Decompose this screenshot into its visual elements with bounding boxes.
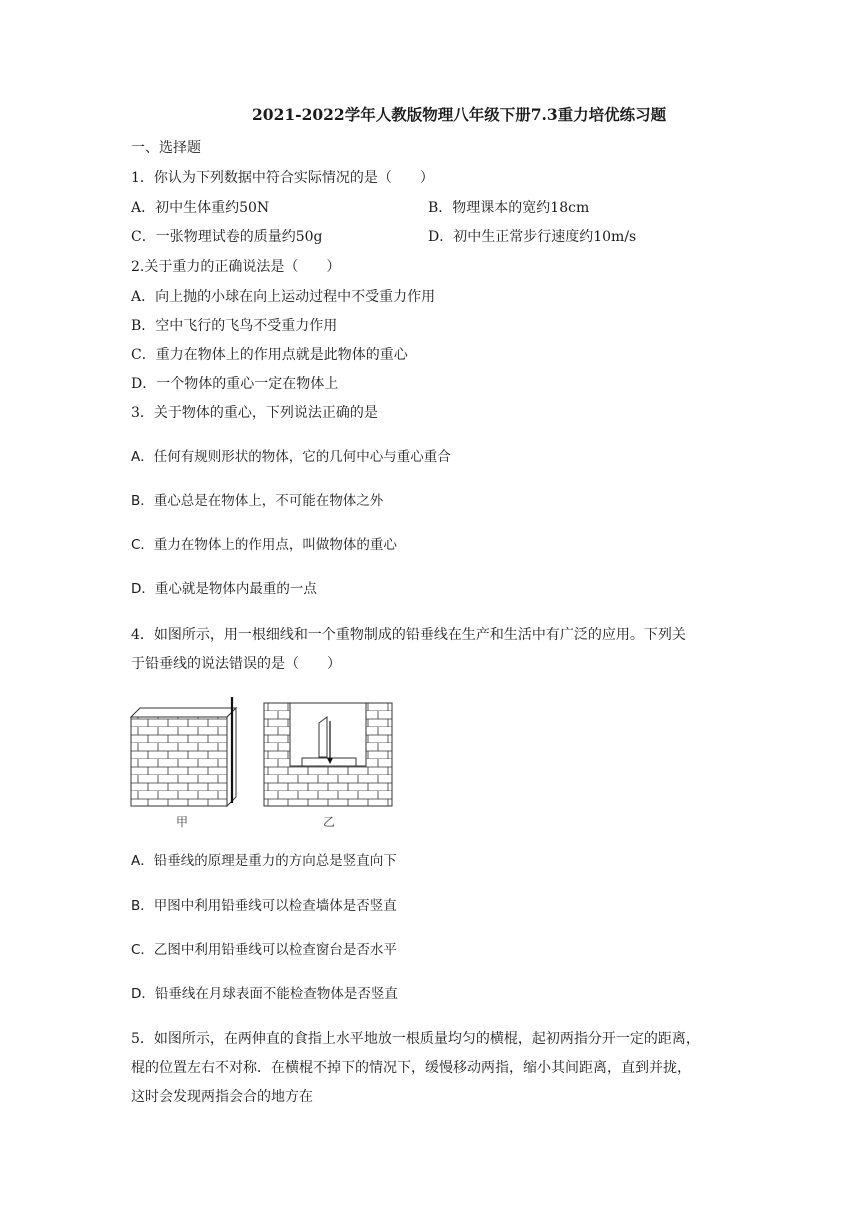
question-2-option-c: C．重力在物体上的作用点就是此物体的重心 (131, 347, 408, 363)
question-2-option-d: D．一个物体的重心一定在物体上 (131, 376, 339, 392)
section-heading: 一、选择题 (131, 140, 201, 156)
question-2-option-a: A．向上抛的小球在向上运动过程中不受重力作用 (131, 289, 436, 305)
question-1-option-b: B．物理课本的宽约18cm (428, 200, 590, 216)
page-title: 2021-2022学年人教版物理八年级下册7.3重力培优练习题 (252, 105, 667, 124)
question-1-option-a: A．初中生体重约50N (131, 200, 270, 216)
question-5-stem-line-1: 5．如图所示，在两伸直的食指上水平地放一根质量均匀的横棍，起初两指分开一定的距离， (131, 1031, 700, 1047)
figure-jia-wall (131, 697, 236, 806)
figure-label-jia: 甲 (176, 815, 189, 829)
question-3-option-b: B．重心总是在物体上，不可能在物体之外 (131, 493, 384, 509)
question-5-stem-line-2: 棍的位置左右不对称．在横棍不掉下的情况下，缓慢移动两指，缩小其间距离，直到并拢， (131, 1060, 691, 1076)
question-4-option-b: B．甲图中利用铅垂线可以检查墙体是否竖直 (131, 898, 397, 914)
question-4-option-c: C．乙图中利用铅垂线可以检查窗台是否水平 (131, 942, 397, 958)
question-4-stem-line-2: 于铅垂线的说法错误的是（ ） (131, 656, 341, 672)
question-4-option-a: A．铅垂线的原理是重力的方向总是竖直向下 (131, 853, 397, 869)
plumb-line-figure (128, 695, 398, 830)
question-3-option-c: C．重力在物体上的作用点，叫做物体的重心 (131, 537, 397, 553)
question-3-stem: 3．关于物体的重心，下列说法正确的是 (131, 405, 378, 421)
question-1-option-d: D．初中生正常步行速度约10m/s (428, 229, 637, 245)
question-3-option-a: A．任何有规则形状的物体，它的几何中心与重心重合 (131, 449, 451, 465)
question-2-option-b: B．空中飞行的飞鸟不受重力作用 (131, 318, 338, 334)
question-5-stem-line-3: 这时会发现两指会合的地方在 (131, 1089, 313, 1105)
question-4-option-d: D．铅垂线在月球表面不能检查物体是否竖直 (131, 986, 398, 1002)
question-4-stem-line-1: 4．如图所示，用一根细线和一个重物制成的铅垂线在生产和生活中有广泛的应用。下列关 (131, 627, 686, 643)
question-3-option-d: D．重心就是物体内最重的一点 (131, 581, 317, 597)
question-2-stem: 2.关于重力的正确说法是（ ） (131, 259, 341, 275)
question-1-option-c: C．一张物理试卷的质量约50g (131, 229, 323, 245)
question-1-stem: 1．你认为下列数据中符合实际情况的是（ ） (131, 170, 434, 186)
figure-yi-wall (264, 703, 392, 806)
figure-label-yi: 乙 (323, 815, 336, 829)
